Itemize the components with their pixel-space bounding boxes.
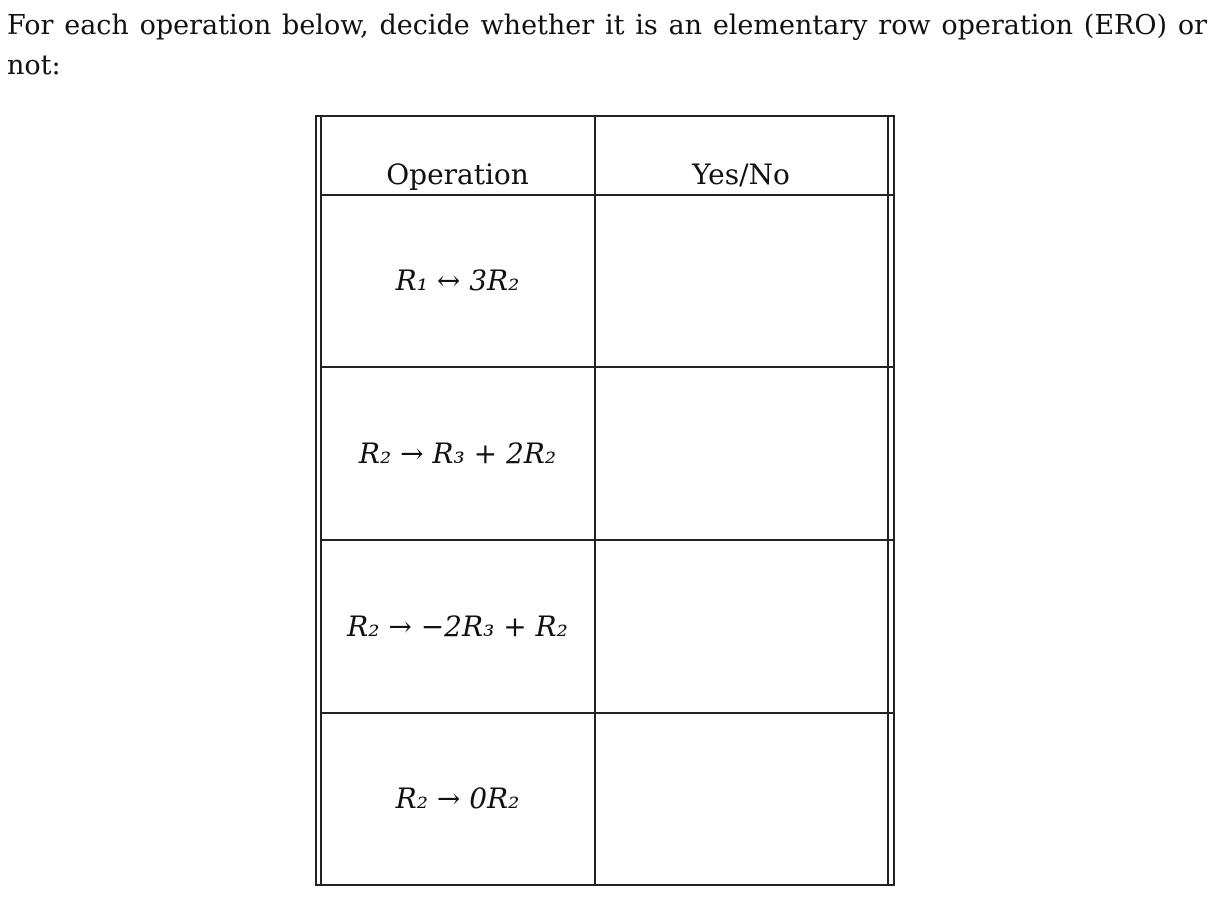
header-operation: Operation (386, 157, 529, 191)
answer-cell[interactable] (595, 713, 887, 884)
operation-cell: R₂ → 0R₂ (395, 782, 520, 815)
answer-cell[interactable] (595, 367, 887, 539)
table-border-left-outer (315, 115, 317, 886)
operation-cell: R₁ ↔ 3R₂ (395, 264, 520, 297)
table-border-right-inner (887, 115, 889, 886)
operation-cell: R₂ → R₃ + 2R₂ (358, 436, 557, 470)
header-yes-no: Yes/No (692, 157, 790, 191)
answer-cell[interactable] (595, 540, 887, 712)
table-border-right-outer (893, 115, 895, 886)
ero-table (315, 115, 895, 886)
question-prompt: For each operation below, decide whether it is an elementary row operation (ERO) or not: (7, 10, 1207, 81)
table-border-top (315, 115, 895, 117)
table-border-bottom (315, 884, 895, 886)
answer-cell[interactable] (595, 195, 887, 366)
operation-cell: R₂ → −2R₃ + R₂ (347, 609, 568, 643)
